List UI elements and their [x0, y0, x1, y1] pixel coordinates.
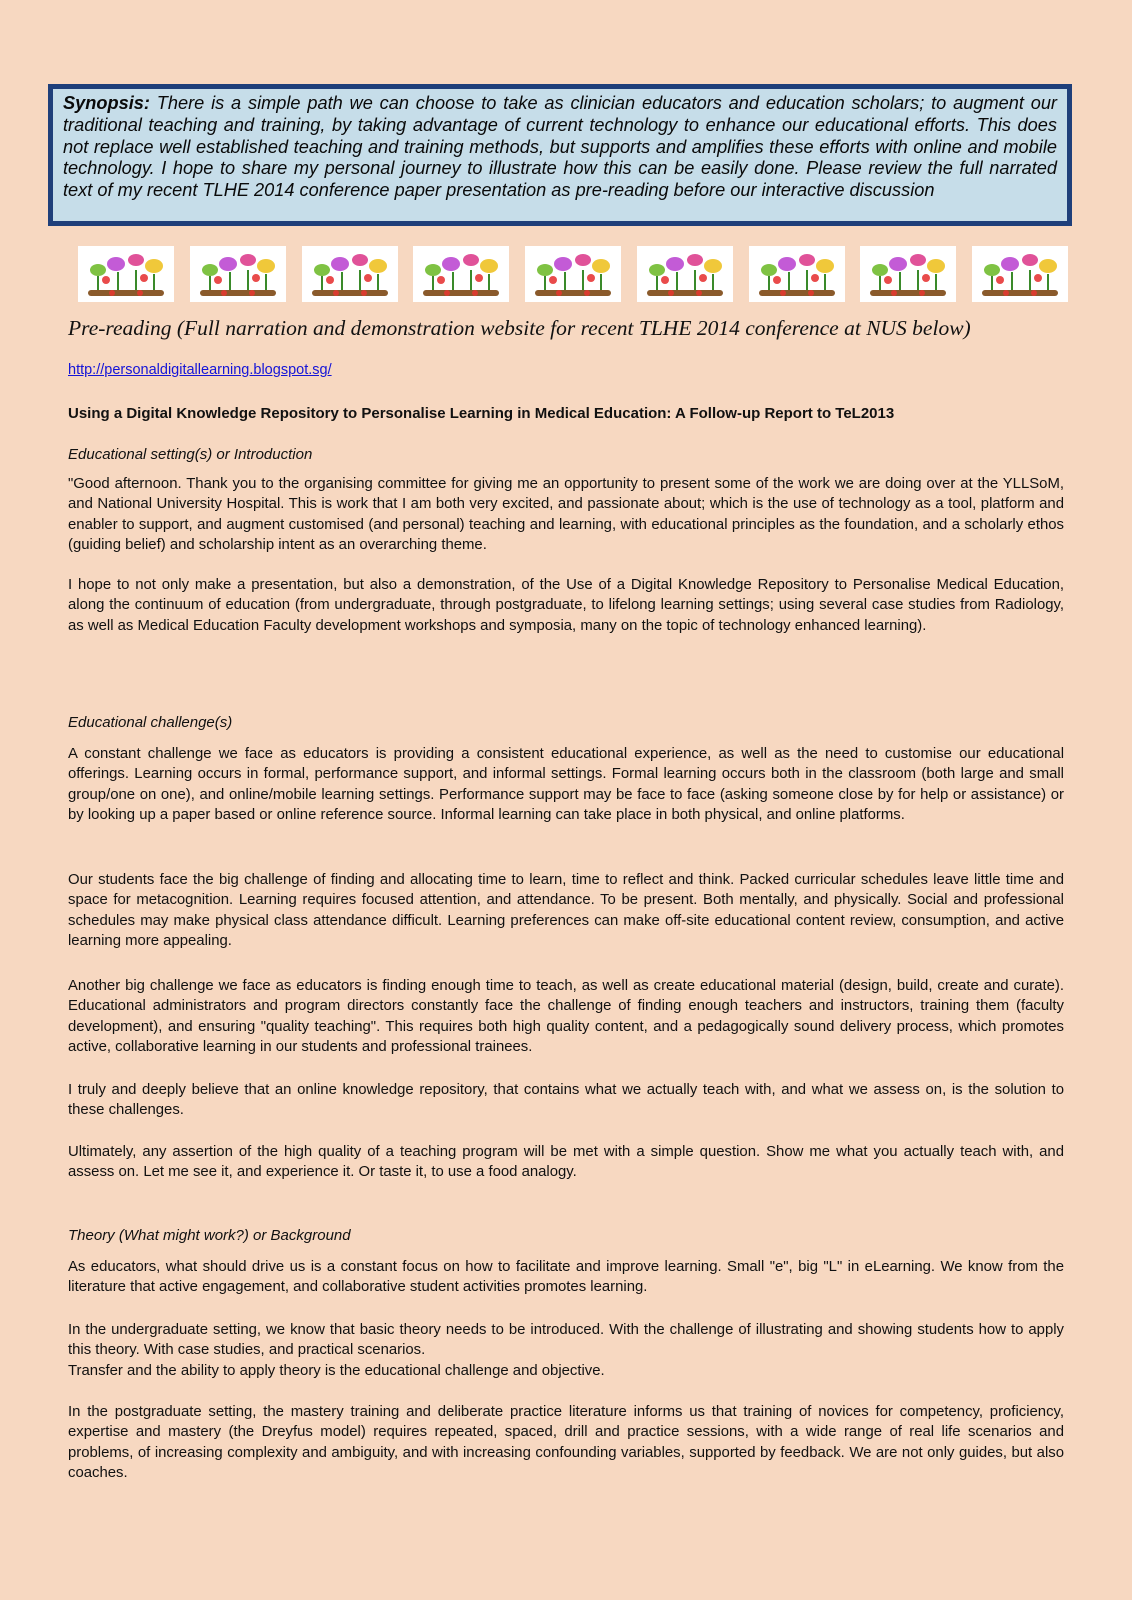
- blog-link[interactable]: http://personaldigitallearning.blogspot.sg/: [68, 362, 332, 378]
- paragraph-theory-1: As educators, what should drive us is a constant focus on how to facilitate and improve learning. Small "e", big "L" in eLearning. We know from the literature that active engagement, and collaborative student activities promotes learning.: [68, 1259, 1064, 1296]
- paragraph-challenge-5: Ultimately, any assertion of the high quality of a teaching program will be met with a simple question. Show me what you actually teach with, and assess on. Let me see it, and experience it. Or taste it, to use a food analogy.: [68, 1144, 1064, 1181]
- paragraph-theory-2: In the undergraduate setting, we know that basic theory needs to be introduced. With the challenge of illustrating and showing students how to apply this theory. With case studies, and practical scenarios.: [68, 1322, 1064, 1359]
- flower-clipart-icon: [749, 246, 845, 302]
- flower-clipart-icon: [413, 246, 509, 302]
- paragraph-challenge-2: Our students face the big challenge of finding and allocating time to learn, time to reflect and think. Packed curricular schedules leave little time and space for metacognition. Learning requires focused attention, and attendance. To be present. Both mentally, and physically. Social and professional schedules may make physical class attendance difficult. Learning preferences can make off-site educational content review, consumption, and active learning more appealing.: [68, 872, 1064, 950]
- paragraph-intro-2: I hope to not only make a presentation, but also a demonstration, of the Use of a Digital Knowledge Repository to Personalise Medical Education, along the continuum of education (from undergraduate, through postgraduate, to lifelong learning settings; using several case studies from Radiology, as well as Medical Education Faculty development workshops and symposia, many on the topic of technology enhanced learning).: [68, 577, 1064, 634]
- prereading-heading: Pre-reading (Full narration and demonstration website for recent TLHE 2014 conference at NUS below): [68, 316, 971, 340]
- paragraph-challenge-3: Another big challenge we face as educators is finding enough time to teach, as well as create educational material (design, build, create and curate). Educational administrators and program directors constantly face the challenge of finding enough teachers and instructors, training them (faculty development), and ensuring "quality teaching". This requires both high quality content, and a pedagogically sound delivery process, which promotes active, collaborative learning in our students and professional trainees.: [68, 978, 1064, 1056]
- section-heading-challenges: Educational challenge(s): [68, 714, 233, 731]
- section-heading-theory: Theory (What might work?) or Background: [68, 1227, 351, 1244]
- synopsis-label: Synopsis:: [63, 93, 150, 113]
- flower-clipart-icon: [525, 246, 621, 302]
- paragraph-intro-1: "Good afternoon. Thank you to the organising committee for giving me an opportunity to present some of the work we are doing over at the YLLSoM, and National University Hospital. This is work that I am both very excited, and passionate about; which is the use of technology as a tool, platform and enabler to support, and augment customised (and personal) teaching and learning, with educational principles as the foundation, and a scholarly ethos (guiding belief) and scholarship intent as an overarching theme.: [68, 476, 1064, 554]
- flower-clipart-icon: [190, 246, 286, 302]
- flower-clipart-icon: [637, 246, 733, 302]
- paper-title: Using a Digital Knowledge Repository to Personalise Learning in Medical Education: A Follow-up Report to TeL2013: [68, 405, 895, 422]
- flower-clipart-icon: [78, 246, 174, 302]
- flower-banner: [78, 246, 1068, 302]
- synopsis-box: [48, 84, 1072, 226]
- flower-clipart-icon: [972, 246, 1068, 302]
- paragraph-challenge-4: I truly and deeply believe that an online knowledge repository, that contains what we actually teach with, and what we assess on, is the solution to these challenges.: [68, 1082, 1064, 1119]
- paragraph-challenge-1: A constant challenge we face as educators is providing a consistent educational experience, as well as the need to customise our educational offerings. Learning occurs in formal, performance support, and informal settings. Formal learning occurs both in the classroom (both large and small group/one on one), and online/mobile learning settings. Performance support may be face to face (asking someone close by for help or assistance) or by looking up a paper based or online reference source. Informal learning can take place in both physical, and online platforms.: [68, 746, 1064, 824]
- paragraph-theory-3: In the postgraduate setting, the mastery training and deliberate practice literature informs us that training of novices for competency, proficiency, expertise and mastery (the Dreyfus model) requires repeated, spaced, drill and practice sessions, with a wide range of real life scenarios and problems, of increasing complexity and ambiguity, and with increasing confounding variables, supported by feedback. We are not only guides, but also coaches.: [68, 1404, 1064, 1482]
- synopsis-text: There is a simple path we can choose to take as clinician educators and education scholars; to augment our traditional teaching and training, by taking advantage of current technology to enhance our educational efforts. This does not replace well established teaching and training methods, but supports and amplifies these efforts with online and mobile technology. I hope to share my personal journey to illustrate how this can be easily done. Please review the full narrated text of my recent TLHE 2014 conference paper presentation as pre-reading before our interactive discussion: [63, 93, 1057, 201]
- flower-clipart-icon: [302, 246, 398, 302]
- paragraph-theory-2b: Transfer and the ability to apply theory is the educational challenge and objective.: [68, 1363, 605, 1379]
- section-heading-introduction: Educational setting(s) or Introduction: [68, 446, 313, 463]
- flower-clipart-icon: [860, 246, 956, 302]
